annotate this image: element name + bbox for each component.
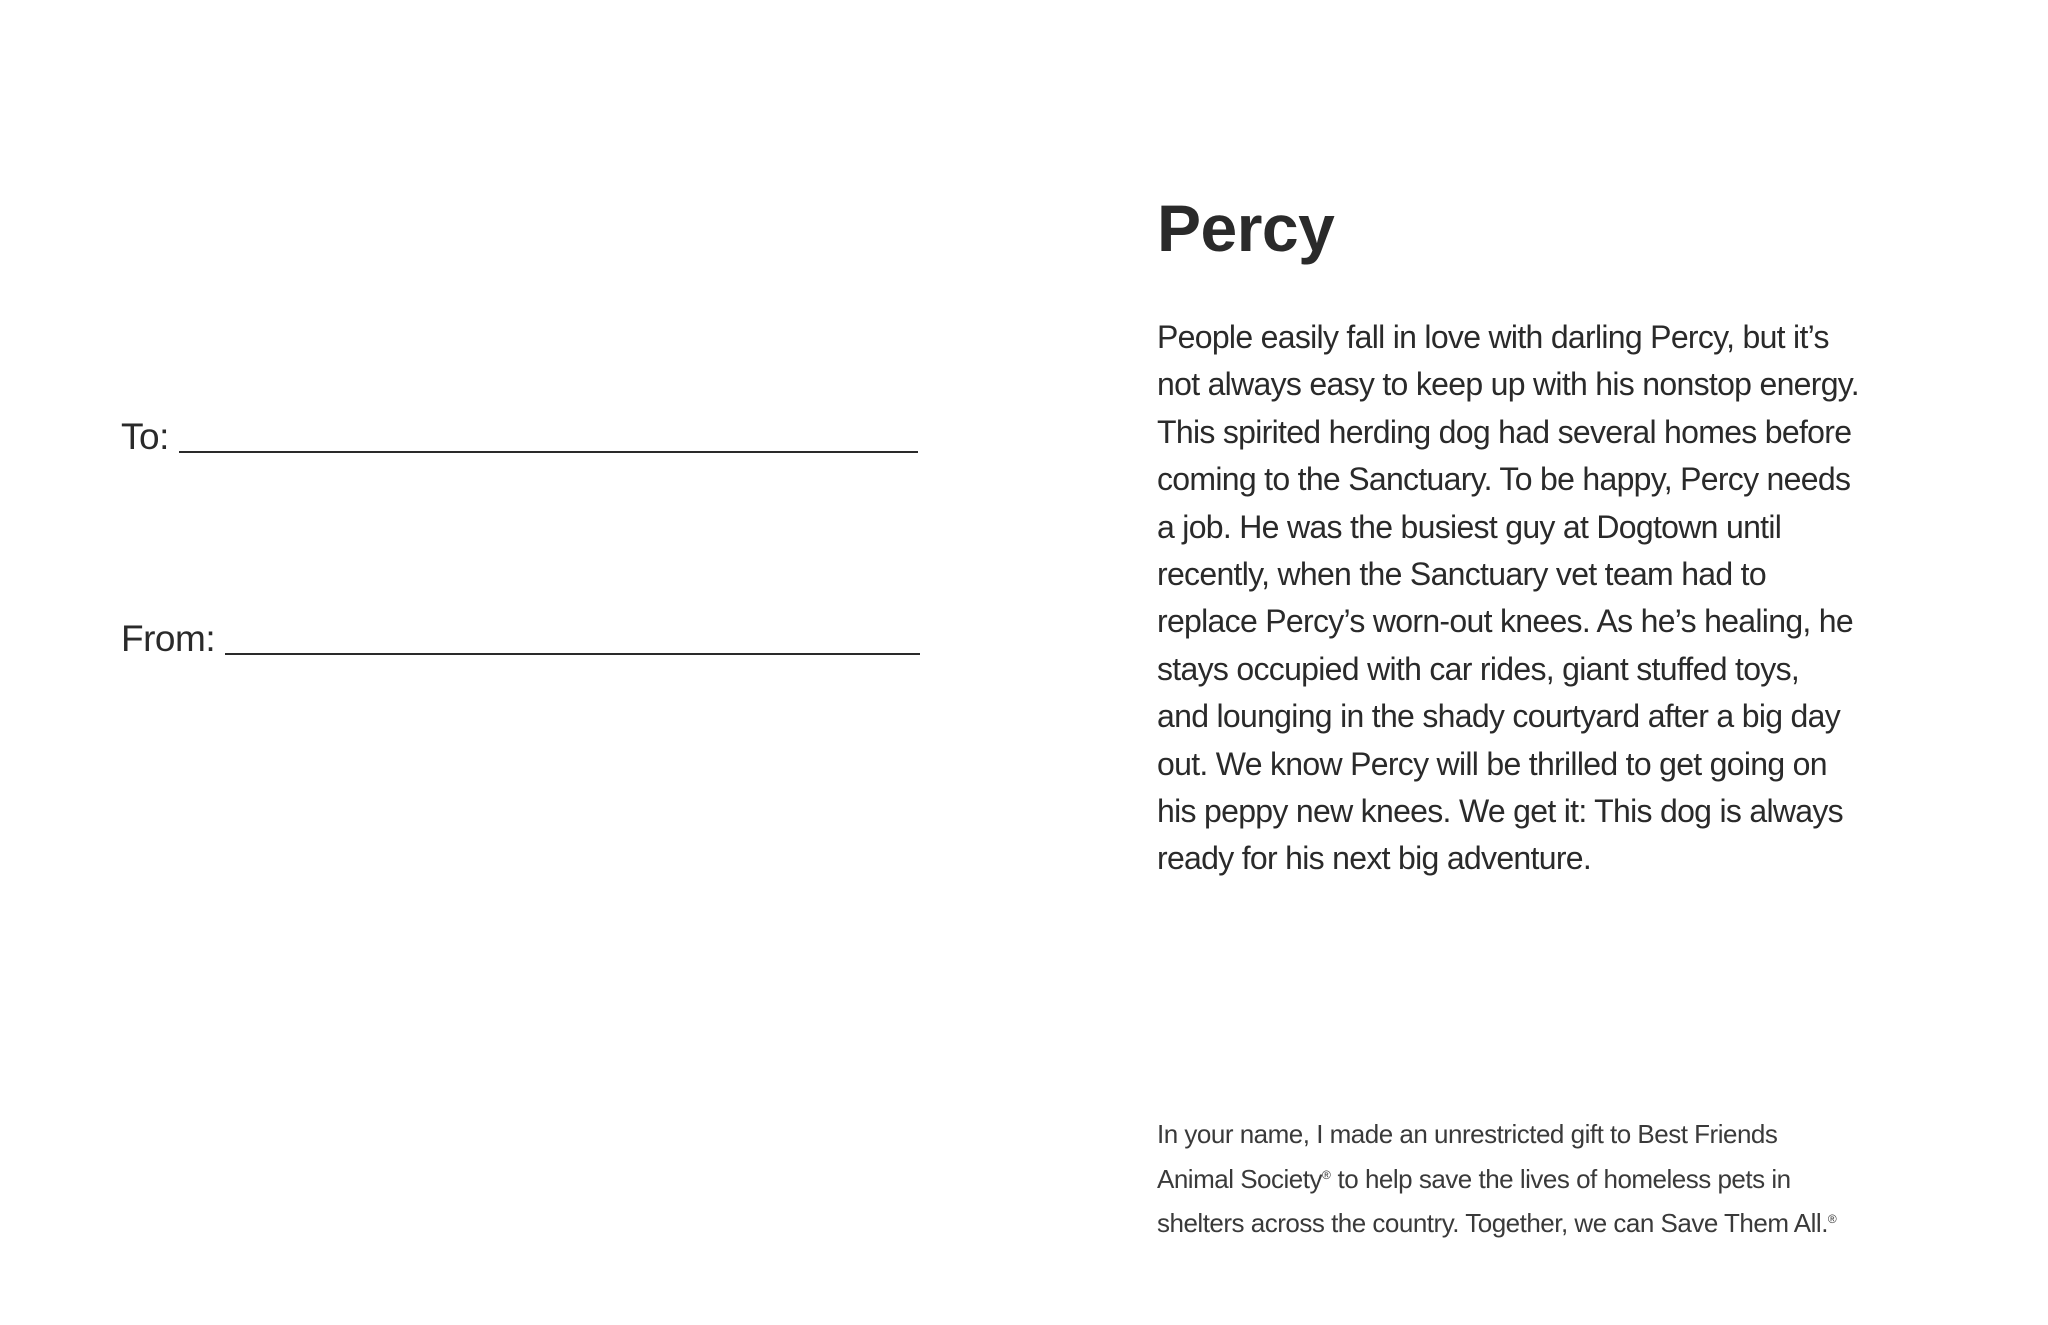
from-field — [121, 620, 920, 657]
story-line: not always easy to keep up with his nonstop energy. — [1157, 366, 1859, 403]
story-line: out. We know Percy will be thrilled to get going on — [1157, 745, 1827, 782]
to-blank-line — [179, 450, 918, 453]
story-line: his peppy new knees. We get it: This dog is always — [1157, 793, 1843, 830]
dog-name-heading: Percy — [1157, 191, 1335, 265]
story-line: This spirited herding dog had several homes before — [1157, 413, 1852, 450]
org-name-text: Animal Society — [1157, 1163, 1322, 1194]
story-line: recently, when the Sanctuary vet team had to — [1157, 556, 1766, 593]
from-label: From: — [121, 618, 216, 659]
gift-note-line — [1157, 1199, 1917, 1244]
registered-mark: ® — [1321, 1167, 1331, 1182]
gift-note — [1157, 1114, 1917, 1244]
gift-note-line — [1157, 1155, 1917, 1200]
registered-mark: ® — [1827, 1212, 1837, 1226]
story-line: ready for his next big adventure. — [1157, 840, 1592, 877]
story-line: People easily fall in love with darling Percy, but it’s — [1157, 319, 1829, 355]
story-line: stays occupied with car rides, giant stuffed toys, — [1157, 650, 1800, 687]
gift-note-text: to help save the lives of homeless pets in — [1330, 1163, 1791, 1194]
story-line: coming to the Sanctuary. To be happy, Percy needs — [1157, 461, 1851, 498]
from-blank-line — [225, 652, 920, 655]
to-label: To: — [121, 416, 169, 457]
story-line: and lounging in the shady courtyard after a big day — [1157, 698, 1841, 735]
gift-note-line: In your name, I made an unrestricted gift to Best Friends — [1157, 1119, 1778, 1149]
story-line: a job. He was the busiest guy at Dogtown until — [1157, 508, 1782, 545]
gift-note-text: shelters across the country. Together, we can Save Them All. — [1157, 1208, 1828, 1238]
dog-story — [1157, 314, 1902, 883]
story-line: replace Percy’s worn-out knees. As he’s healing, he — [1157, 603, 1853, 640]
to-field — [121, 418, 918, 455]
